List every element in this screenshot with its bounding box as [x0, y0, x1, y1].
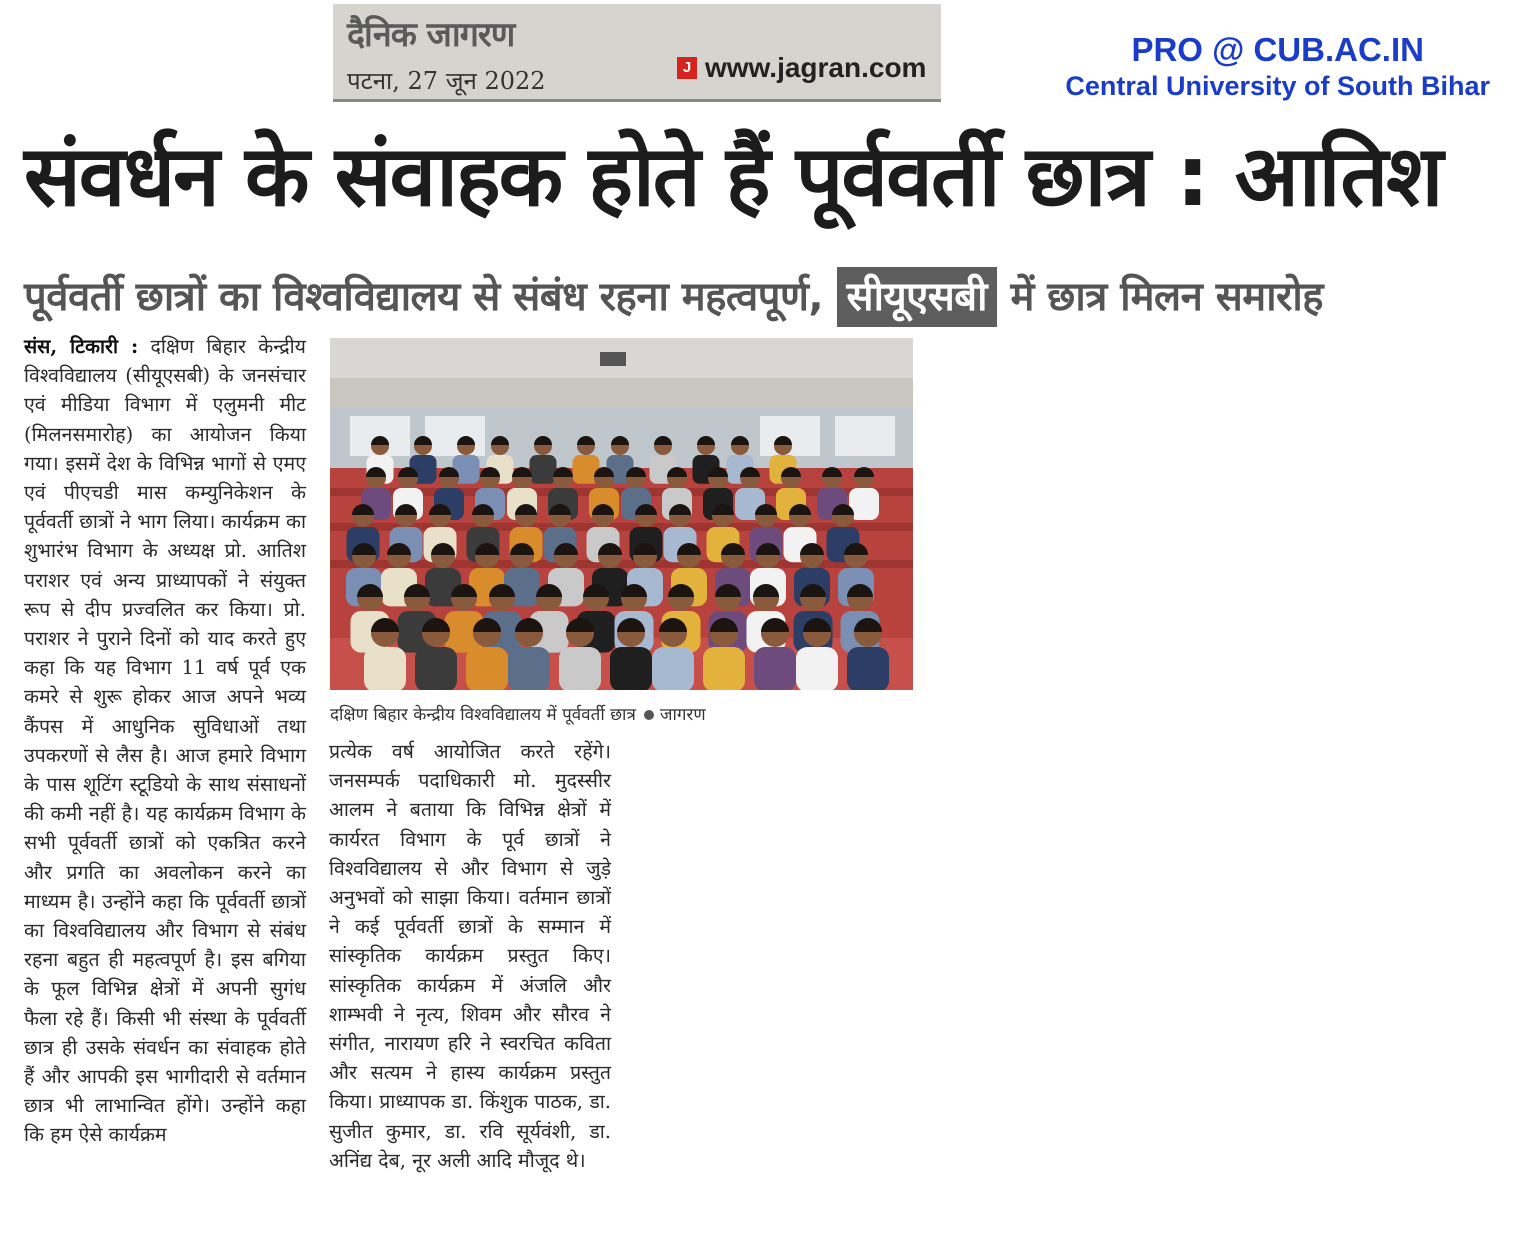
subhead-text-before: पूर्ववर्ती छात्रों का विश्वविद्यालय से संबंध रहना महत्वपूर्ण,: [24, 274, 824, 320]
group-photo-illustration: [330, 338, 913, 690]
subhead-text-after: में छात्र मिलन समारोह: [1010, 274, 1324, 320]
person-body: [847, 647, 889, 690]
article-body-part-2: प्रत्येक वर्ष आयोजित करते रहेंगे। जनसम्पर्क पदाधिकारी मो. मुदस्सीर आलम ने बताया कि विभिन्न क्षेत्रों में कार्यरत विभाग के पूर्व छात्रों ने विश्वविद्यालय से और विभाग से जुड़े अनुभवों को साझा किया। वर्तमान छात्रों ने कई पूर्ववर्ती छात्रों के सम्मान में सांस्कृतिक कार्यक्रम प्रस्तुत किए। सांस्कृतिक कार्यक्रम में अंजलि और शाम्भवी ने नृत्य, शिवम और सौरव ने संगीत, नारायण हरि ने स्वरचित कविता और सत्यम ने हास्य कार्यक्रम प्रस्तुत किया। प्राध्यापक डा. किंशुक पाठक, डा. सुजीत कुमार, डा. रवि सूर्यवंशी, डा. अनिंद्य देब, नूर अली आदि मौजूद थे।: [329, 740, 611, 1172]
bullet-dot-icon: [644, 710, 654, 720]
newspaper-masthead: [333, 4, 941, 102]
subhead-highlight-badge: सीयूएसबी: [837, 267, 997, 327]
person-body: [364, 647, 406, 690]
article-subheadline: [24, 262, 1524, 332]
photo-caption-text: दक्षिण बिहार केन्द्रीय विश्वविद्यालय में पूर्ववर्ती छात्र: [330, 705, 636, 725]
website-url: www.jagran.com: [705, 52, 927, 83]
photo-caption: [330, 702, 920, 725]
person-body: [530, 455, 557, 484]
pro-credit: [1065, 30, 1490, 102]
jagran-j-icon: J: [677, 57, 697, 79]
person-body: [703, 647, 745, 690]
person-body: [508, 647, 550, 690]
person-body: [610, 647, 652, 690]
person-body: [559, 647, 601, 690]
article-body-part-1: दक्षिण बिहार केन्द्रीय विश्वविद्यालय (सीयूएसबी) के जनसंचार एवं मीडिया विभाग में एलुमनी मीट (मिलनसमारोह) का आयोजन किया गया। इसमें देश के विभिन्न भागों से एमए एवं पीएचडी मास कम्युनिकेशन के पूर्ववर्ती छात्रों ने भाग लिया। कार्यक्रम का शुभारंभ विभाग के अध्यक्ष प्रो. आतिश पराशर एवं अन्य प्राध्यापकों ने संयुक्त रूप से दीप प्रज्वलित कर किया। प्रो. पराशर ने पुराने दिनों को याद करते हुए कहा कि यह विभाग 11 वर्ष पूर्व एक कमरे से शुरू होकर आज अपने भव्य कैंपस में आधुनिक सुविधाओं तथा उपकरणों से लैस है। आज हमारे विभाग के पास शूटिंग स्टूडियो के साथ संसाधनों की कमी नहीं है। यह कार्यक्रम विभाग के सभी पूर्ववर्ती छात्रों को एकत्रित करने और प्रगति का अवलोकन करने का माध्यम है। उन्होंने कहा कि पूर्ववर्ती छात्रों का विश्वविद्यालय और विभाग से संबंध रहना बहुत ही महत्वपूर्ण है। इस बगिया के फूल विभिन्न क्षेत्रों में अपनी सुगंध फैला रहे हैं। किसी भी संस्था के पूर्ववर्ती छात्र ही उसके संवर्धन का संवाहक होते हैं और आपकी इस भागीदारी से वर्तमान छात्र भी लाभान्वित होंगे। उन्होंने कहा कि हम ऐसे कार्यक्रम: [24, 335, 306, 1147]
article-dateline: संस, टिकारी :: [24, 335, 139, 358]
article-headline: संवर्धन के संवाहक होते हैं पूर्ववर्ती छात्र : आतिश: [24, 127, 1442, 225]
person-body: [652, 647, 694, 690]
newspaper-logo: दैनिक जागरण: [347, 15, 515, 55]
pro-email: PRO @ CUB.AC.IN: [1131, 31, 1424, 68]
article-column-1: [24, 332, 306, 1150]
photo-credit: जागरण: [659, 705, 706, 725]
edition-date: पटना, 27 जून 2022: [347, 67, 546, 95]
person-body: [796, 647, 838, 690]
article-column-2: [329, 737, 611, 1175]
person-body: [466, 647, 508, 690]
group-photo: [330, 338, 913, 690]
person-body: [415, 647, 457, 690]
person-body: [754, 647, 796, 690]
website-label: [677, 52, 926, 84]
university-name: Central University of South Bihar: [1065, 71, 1490, 101]
